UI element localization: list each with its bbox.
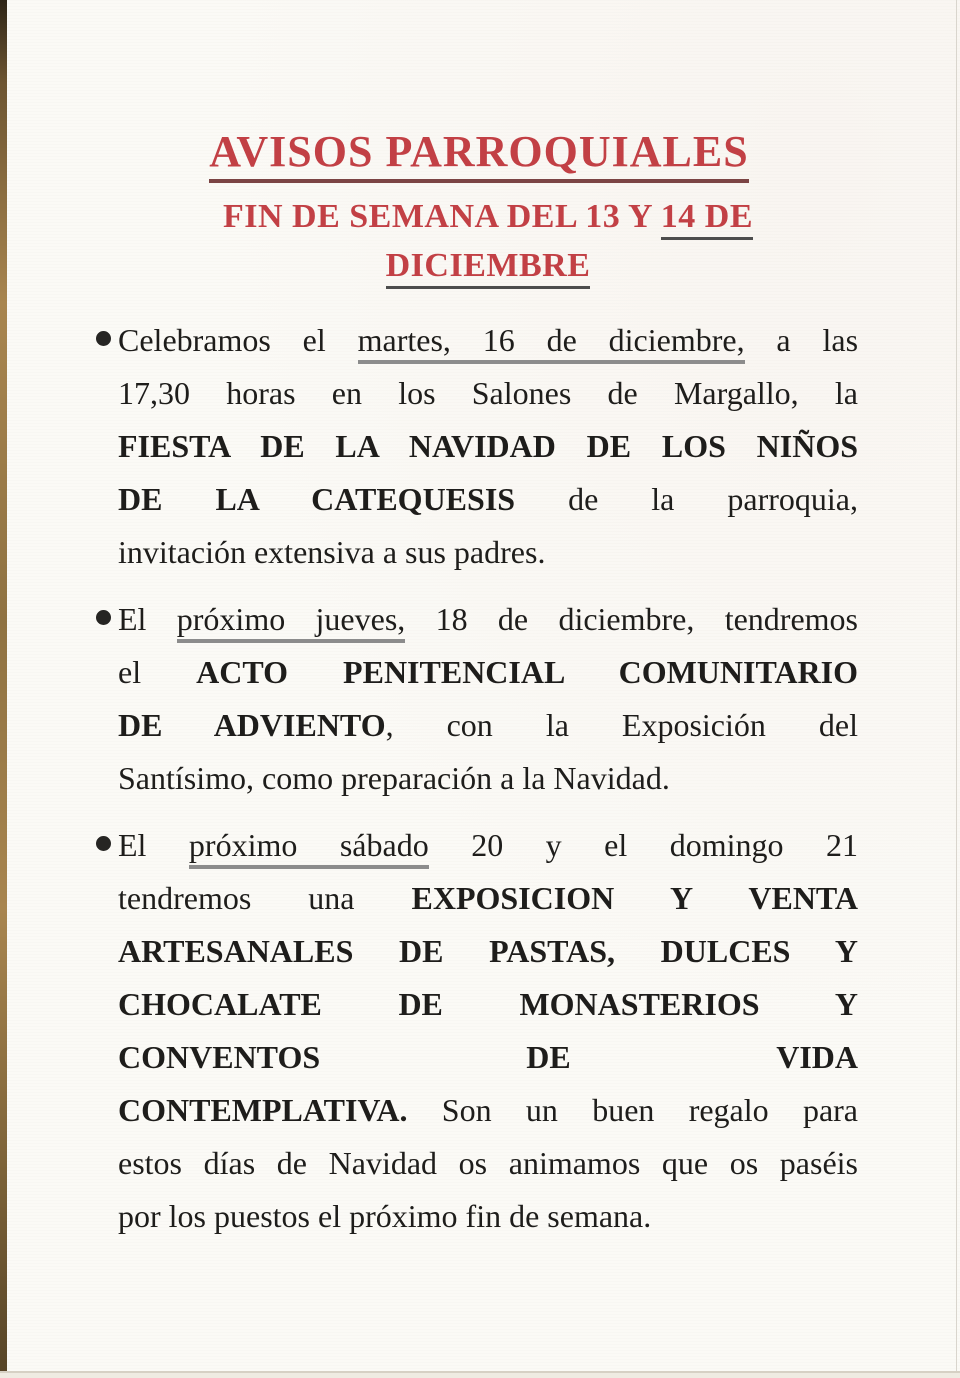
text-line bbox=[118, 978, 858, 1031]
body-text: 17,30 horas en los Salones de Margallo, la bbox=[118, 374, 858, 411]
text-line bbox=[118, 752, 858, 805]
underlined-text: próximo sábado bbox=[189, 827, 429, 869]
page-title bbox=[118, 128, 840, 183]
announcement-item bbox=[118, 314, 858, 579]
bold-text: CONTEMPLATIVA. bbox=[118, 1091, 408, 1128]
body-text: Son un buen regalo para bbox=[407, 1091, 858, 1128]
body-text: Celebramos el bbox=[118, 321, 358, 358]
body-text: El bbox=[118, 826, 189, 863]
announcement-list bbox=[118, 314, 858, 1243]
bold-text: FIESTA DE LA NAVIDAD DE LOS NIÑOS bbox=[118, 427, 858, 464]
text-line bbox=[118, 1031, 858, 1084]
bullet-icon bbox=[96, 610, 111, 625]
subtitle-line2-text: DICIEMBRE bbox=[386, 247, 591, 289]
body-text: invitación extensiva a sus padres. bbox=[118, 533, 546, 570]
body-text: el bbox=[118, 653, 197, 690]
body-text: 18 de diciembre, tendremos bbox=[405, 600, 859, 637]
text-line bbox=[118, 699, 858, 752]
body-text: a las bbox=[744, 321, 859, 358]
bullet-icon bbox=[96, 331, 111, 346]
bold-text: DE ADVIENTO bbox=[118, 706, 386, 743]
text-line bbox=[118, 473, 858, 526]
bold-text: EXPOSICION Y VENTA bbox=[411, 879, 858, 916]
body-text: , con la Exposición del bbox=[385, 706, 859, 743]
bold-text: CHOCALATE DE MONASTERIOS Y bbox=[118, 985, 858, 1022]
text-line bbox=[118, 872, 858, 925]
subtitle-plain-text: FIN DE SEMANA DEL 13 Y bbox=[222, 198, 661, 236]
bold-text: ARTESANALES DE PASTAS, DULCES Y bbox=[118, 932, 858, 969]
body-text: por los puestos el próximo fin de semana. bbox=[118, 1197, 652, 1234]
body-text: tendremos una bbox=[118, 879, 412, 916]
text-line bbox=[118, 526, 858, 579]
underlined-text: próximo jueves, bbox=[177, 601, 406, 643]
text-line bbox=[118, 314, 858, 367]
text-line bbox=[118, 925, 858, 978]
text-line bbox=[118, 1137, 858, 1190]
bold-text: CONVENTOS DE VIDA bbox=[118, 1038, 858, 1075]
text-line bbox=[118, 646, 858, 699]
bold-text: ACTO PENITENCIAL COMUNITARIO bbox=[196, 653, 859, 690]
bold-text: DE LA CATEQUESIS bbox=[118, 480, 516, 517]
bullet-icon bbox=[96, 836, 111, 851]
text-line bbox=[118, 367, 858, 420]
announcement-item bbox=[118, 819, 858, 1243]
text-line bbox=[118, 593, 858, 646]
text-line bbox=[118, 420, 858, 473]
page-subtitle bbox=[118, 193, 858, 290]
page-title-text: AVISOS PARROQUIALES bbox=[209, 128, 748, 183]
subtitle-underlined-text: 14 DE bbox=[661, 198, 753, 240]
body-text: Santísimo, como preparación a la Navidad. bbox=[118, 759, 670, 796]
text-line bbox=[118, 1084, 858, 1137]
text-line bbox=[118, 819, 858, 872]
text-line bbox=[118, 1190, 858, 1243]
body-text: estos días de Navidad os animamos que os paséis bbox=[118, 1144, 858, 1181]
body-text: de la parroquia, bbox=[515, 480, 859, 517]
body-text: 20 y el domingo 21 bbox=[428, 826, 858, 863]
underlined-text: martes, 16 de diciembre, bbox=[358, 322, 745, 364]
announcement-item bbox=[118, 593, 858, 805]
body-text: El bbox=[118, 600, 177, 637]
